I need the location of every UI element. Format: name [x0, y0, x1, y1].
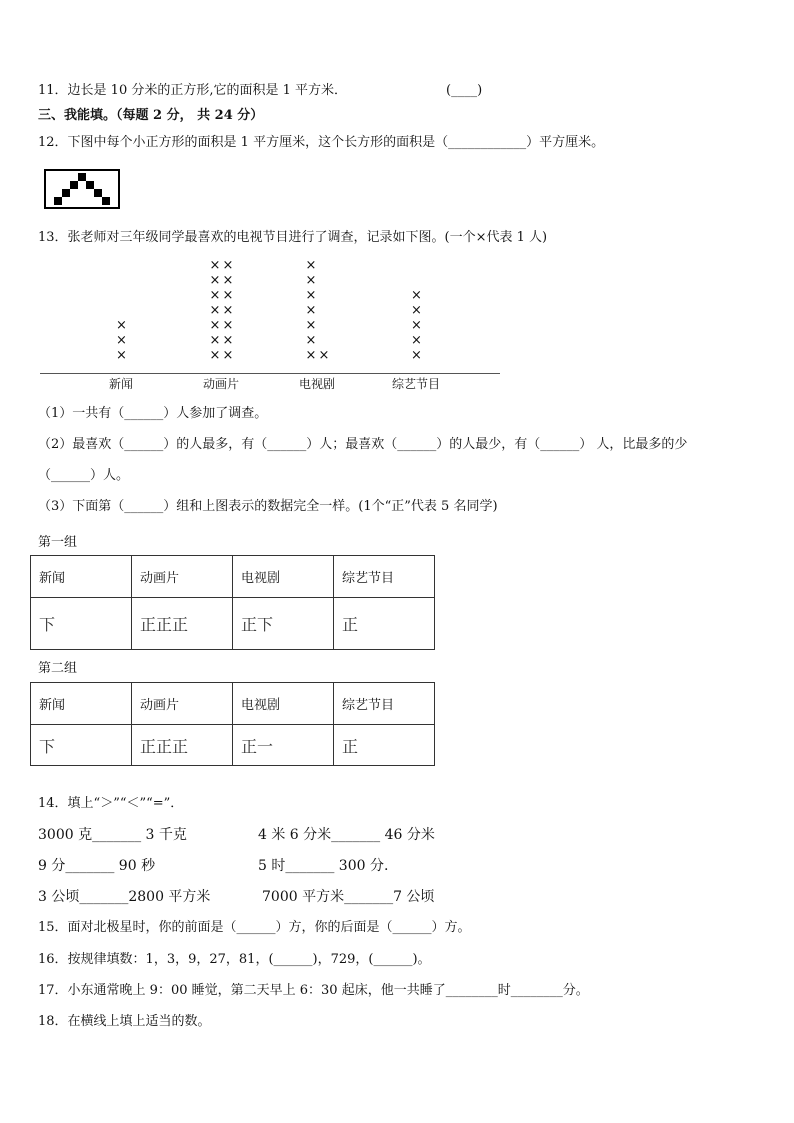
group-2-title: 第二组 [38, 661, 78, 676]
table-header-cell: 新闻 [31, 556, 132, 598]
pictograph-baseline [40, 373, 500, 374]
cross-mark: × [411, 303, 422, 318]
cross-mark: × [209, 303, 221, 318]
group-1-title: 第一组 [38, 535, 78, 550]
question-17: 17．小东通常晚上 9：00 睡觉，第二天早上 6：30 起床，他一共睡了________时________分。 [38, 983, 589, 998]
question-14-title: 14．填上“＞”“＜”“=”． [38, 796, 184, 811]
table-cell: 下 [31, 598, 132, 650]
table-cell: 下 [31, 725, 132, 766]
category-label: 电视剧 [298, 377, 336, 391]
cross-mark: × [305, 303, 317, 318]
cross-mark: × [209, 258, 221, 273]
cross-mark: × [209, 333, 221, 348]
cross-mark: × [222, 273, 234, 288]
question-15: 15．面对北极星时，你的前面是（______）方，你的后面是（______）方。 [38, 920, 471, 935]
table-cell: 正正正 [132, 725, 233, 766]
question-11-answer-blank[interactable]: (____) [446, 83, 483, 98]
compare-item: 5 时_______ 300 分. [258, 858, 389, 874]
table-cell: 正 [334, 725, 435, 766]
table-cell: 正 [334, 598, 435, 650]
cross-mark: × [222, 303, 234, 318]
table-header-cell: 动画片 [132, 556, 233, 598]
cross-mark: × [209, 273, 221, 288]
question-18: 18．在横线上填上适当的数。 [38, 1014, 211, 1029]
cross-mark: × [222, 333, 234, 348]
grid-cell [78, 173, 86, 181]
table-header-cell: 新闻 [31, 683, 132, 725]
table-header-row [31, 683, 435, 725]
cross-mark: × [222, 258, 234, 273]
question-12: 12．下图中每个小正方形的面积是 1 平方厘米，这个长方形的面积是（____________）平方厘米。 [38, 135, 605, 150]
question-11 [38, 82, 483, 100]
grid-cell [86, 181, 94, 189]
question-11-text: 11．边长是 10 分米的正方形,它的面积是 1 平方米． [38, 83, 348, 98]
section-3-heading: 三、我能填。（每题 2 分， 共 24 分） [38, 108, 264, 123]
cross-mark: × [305, 273, 317, 288]
category-label: 动画片 [202, 377, 240, 391]
grid-cell [54, 197, 62, 205]
question-13-part-2: （2）最喜欢（______）的人最多，有（______）人；最喜欢（______）的人最少，有（______） 人，比最多的少 [38, 437, 688, 452]
compare-item: 4 米 6 分米_______ 46 分米 [258, 827, 435, 843]
grid-cell [62, 189, 70, 197]
group-1-table [30, 555, 435, 650]
cross-mark: × [318, 348, 330, 363]
question-16: 16．按规律填数：1，3，9，27，81，(______)，729，(______)。 [38, 952, 431, 967]
question-13-part-3: （3）下面第（______）组和上图表示的数据完全一样。(1个“正”代表 5 名同学) [38, 499, 498, 514]
cross-mark: × [209, 318, 221, 333]
pictograph-chart [40, 258, 502, 390]
cross-mark: × [411, 318, 422, 333]
cross-mark: × [209, 348, 221, 363]
cross-mark: × [411, 348, 422, 363]
table-header-row [31, 556, 435, 598]
cross-mark: × [116, 318, 127, 333]
rectangle-grid-figure [44, 169, 120, 209]
grid-cell [102, 197, 110, 205]
cross-mark: × [305, 318, 317, 333]
compare-item: 3000 克_______ 3 千克 [38, 827, 187, 843]
cross-mark: × [305, 288, 317, 303]
category-label: 综艺节目 [391, 377, 441, 391]
cross-mark: × [305, 333, 317, 348]
cross-mark: × [209, 288, 221, 303]
cross-mark: × [116, 348, 127, 363]
cross-mark: × [305, 258, 317, 273]
compare-item: 3 公顷_______2800 平方米 [38, 889, 211, 905]
cross-mark: × [222, 348, 234, 363]
table-row [31, 725, 435, 766]
cross-mark: × [411, 333, 422, 348]
table-header-cell: 综艺节目 [334, 683, 435, 725]
cross-mark: × [222, 318, 234, 333]
table-header-cell: 电视剧 [233, 683, 334, 725]
table-row [31, 598, 435, 650]
table-cell: 正一 [233, 725, 334, 766]
compare-item: 9 分_______ 90 秒 [38, 858, 156, 874]
question-13-part-2-cont: （______）人。 [38, 468, 130, 483]
table-cell: 正正正 [132, 598, 233, 650]
cross-mark: × [116, 333, 127, 348]
compare-item: 7000 平方米_______7 公顷 [262, 889, 435, 905]
question-13-part-1: （1）一共有（______）人参加了调查。 [38, 406, 268, 421]
group-2-table [30, 682, 435, 766]
cross-mark: × [411, 288, 422, 303]
question-13-title: 13．张老师对三年级同学最喜欢的电视节目进行了调查，记录如下图。(一个×代表 1 人) [38, 230, 548, 245]
grid-cell [70, 181, 78, 189]
category-label: 新闻 [108, 377, 134, 391]
table-header-cell: 动画片 [132, 683, 233, 725]
cross-mark: × [222, 288, 234, 303]
cross-mark: × [305, 348, 317, 363]
table-cell: 正下 [233, 598, 334, 650]
table-header-cell: 综艺节目 [334, 556, 435, 598]
table-header-cell: 电视剧 [233, 556, 334, 598]
grid-cell [94, 189, 102, 197]
